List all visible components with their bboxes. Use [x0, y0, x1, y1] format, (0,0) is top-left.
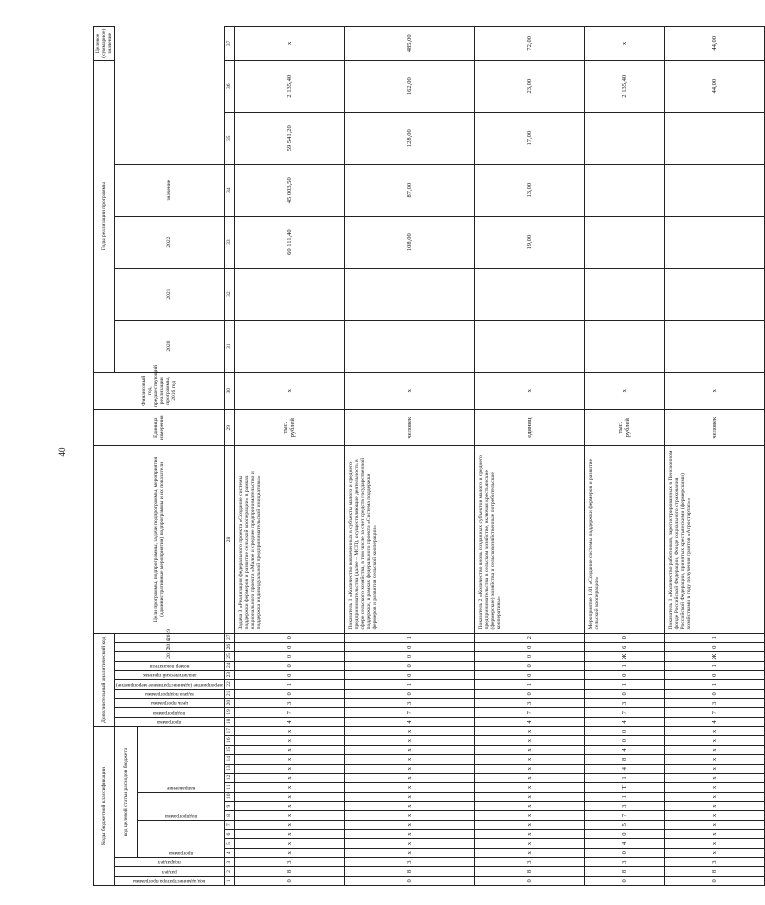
header-codes-group: Коды бюджетной классификации — [94, 727, 115, 886]
code-cell: х — [344, 736, 474, 745]
code-cell: 0 — [344, 689, 474, 698]
column-number: 24 — [224, 661, 234, 670]
column-number: 13 — [224, 764, 234, 773]
row-year-value — [664, 216, 764, 268]
code-cell: 1 — [664, 680, 764, 689]
code-cell: х — [234, 829, 344, 838]
code-cell: 7 — [584, 811, 664, 820]
column-number: 28 — [224, 446, 234, 633]
code-cell: х — [234, 736, 344, 745]
code-cell: 0 — [664, 671, 764, 680]
code-cell: х — [474, 820, 584, 829]
row-target: 485,00 — [344, 27, 474, 61]
row-target: 44,00 — [664, 27, 764, 61]
column-number: 30 — [224, 372, 234, 409]
code-cell: х — [234, 783, 344, 792]
column-number: 31 — [224, 320, 234, 372]
row-year-value — [664, 112, 764, 164]
code-cell: х — [234, 727, 344, 736]
row-target: 72,00 — [474, 27, 584, 61]
code-cell: 3 — [344, 699, 474, 708]
column-number: 14 — [224, 755, 234, 764]
column-number: 34 — [224, 164, 234, 216]
header-zadacha: задача подпрограммы — [115, 689, 225, 698]
code-cell: 3 — [344, 857, 474, 866]
code-cell: х — [474, 783, 584, 792]
code-cell: 7 — [584, 708, 664, 717]
column-number: 27 — [224, 633, 234, 643]
code-cell: х — [664, 745, 764, 754]
code-cell: Ж — [584, 652, 664, 661]
row-year-value — [584, 164, 664, 216]
code-cell: х — [664, 783, 764, 792]
code-cell: х — [664, 773, 764, 782]
table-row — [584, 27, 664, 886]
row-year-value — [664, 268, 764, 320]
row-unit: тыс. рублей — [584, 410, 664, 446]
header-pokazatel: номер показателя — [115, 661, 225, 670]
code-cell: х — [234, 755, 344, 764]
code-cell: х — [234, 801, 344, 810]
row-year-value — [664, 164, 764, 216]
code-cell: 1 — [584, 773, 664, 782]
header-unit: Единица измерения — [94, 410, 225, 446]
column-number: 16 — [224, 736, 234, 745]
column-number: 33 — [224, 216, 234, 268]
code-cell: 5 — [584, 820, 664, 829]
column-number-row — [224, 27, 234, 886]
code-cell: х — [474, 839, 584, 848]
code-cell: 3 — [584, 699, 664, 708]
code-cell: 4 — [584, 839, 664, 848]
code-cell: х — [344, 811, 474, 820]
column-number: 15 — [224, 745, 234, 754]
code-cell: 4 — [344, 717, 474, 726]
code-cell: 0 — [234, 643, 344, 652]
column-number: 7 — [224, 820, 234, 829]
column-number: 3 — [224, 857, 234, 866]
code-cell: х — [664, 811, 764, 820]
header-cel: цель программы — [115, 699, 225, 708]
page-number: 40 — [57, 447, 67, 457]
code-cell: 0 — [584, 829, 664, 838]
code-cell: х — [474, 773, 584, 782]
code-cell: 8 — [234, 867, 344, 876]
code-cell: 0 — [474, 876, 584, 885]
code-cell: 3 — [234, 857, 344, 866]
code-cell: х — [234, 764, 344, 773]
row-name: Показатель 2 «Количество вновь созданных субъектов малого и среднего предпринимательства в сельском хозяйстве, включая крестьянские (фермерские) хозяйства и сельскохозяйственные потребительские кооперативы» — [474, 446, 584, 633]
column-number: 29 — [224, 410, 234, 446]
code-cell: х — [474, 829, 584, 838]
code-cell: 3 — [584, 801, 664, 810]
code-cell: х — [234, 820, 344, 829]
row-name: Мероприятие 1.01 «Создание системы поддержки фермеров и развитие сельской кооперации» — [584, 446, 664, 633]
code-cell: 4 — [584, 745, 664, 754]
row-fin-year: х — [474, 372, 584, 409]
row-year-value: 44,00 — [664, 60, 764, 112]
year-2019: 2019 — [115, 633, 225, 643]
code-cell: 4 — [474, 717, 584, 726]
code-cell: х — [344, 792, 474, 801]
code-cell: 0 — [474, 689, 584, 698]
row-name: Показатель 1 «Количество вовлеченных в субъекты малого и среднего предпринимательства (далее – МСП), осуществляющие деятельность в сфере сельского хозяйства, в том числе за счет средств государственной поддержки, в рамках федерального проекта «Система поддержки фермеров и развития сельской кооперации» — [344, 446, 474, 633]
row-year-value — [474, 268, 584, 320]
code-cell: х — [344, 839, 474, 848]
row-fin-year: х — [344, 372, 474, 409]
row-year-value — [584, 268, 664, 320]
column-number: 6 — [224, 829, 234, 838]
code-cell: 0 — [664, 643, 764, 652]
row-year-value — [584, 112, 664, 164]
code-cell: х — [344, 755, 474, 764]
column-number: 8 — [224, 811, 234, 820]
code-cell: 8 — [344, 867, 474, 876]
code-cell: 0 — [344, 643, 474, 652]
code-cell: 0 — [234, 671, 344, 680]
year-2022: 2022 — [115, 216, 225, 268]
code-cell: х — [474, 755, 584, 764]
header-target: Целевое (суммарное) значение — [94, 27, 115, 61]
code-cell: 8 — [474, 867, 584, 876]
code-cell: 6 — [584, 643, 664, 652]
row-year-value: 60 111,40 — [234, 216, 344, 268]
header-podprogramma: подпрограмма — [138, 792, 225, 820]
code-cell: 3 — [584, 857, 664, 866]
column-number: 9 — [224, 801, 234, 810]
rotated-table-container — [93, 26, 718, 886]
row-year-value — [474, 320, 584, 372]
code-cell: 0 — [234, 652, 344, 661]
row-year-value: 17,00 — [474, 112, 584, 164]
code-cell: х — [344, 801, 474, 810]
code-cell: 4 — [584, 717, 664, 726]
column-number: 4 — [224, 848, 234, 857]
code-cell: 3 — [664, 857, 764, 866]
code-cell: х — [344, 764, 474, 773]
code-cell: 0 — [584, 671, 664, 680]
code-cell: х — [474, 745, 584, 754]
code-cell: х — [664, 792, 764, 801]
code-cell: 7 — [234, 708, 344, 717]
column-number: 35 — [224, 112, 234, 164]
row-year-value — [234, 320, 344, 372]
column-number: 21 — [224, 689, 234, 698]
row-year-value: 128,00 — [344, 112, 474, 164]
code-cell: 7 — [344, 708, 474, 717]
code-cell: х — [474, 727, 584, 736]
header-podprogramma-short: подпрограмма — [115, 708, 225, 717]
code-cell: 1 — [474, 680, 584, 689]
year-2018: 2018 — [115, 643, 225, 652]
column-number: 11 — [224, 783, 234, 792]
code-cell: 3 — [474, 857, 584, 866]
table-row — [344, 27, 474, 886]
column-number: 20 — [224, 699, 234, 708]
code-cell: х — [344, 848, 474, 857]
code-cell: 1 — [234, 680, 344, 689]
code-cell: 0 — [474, 643, 584, 652]
code-cell: 0 — [344, 652, 474, 661]
code-cell: 0 — [234, 633, 344, 643]
row-unit: единиц — [474, 410, 584, 446]
code-cell: 0 — [584, 876, 664, 885]
column-number: 22 — [224, 680, 234, 689]
column-number: 36 — [224, 60, 234, 112]
code-cell: х — [234, 773, 344, 782]
header-program: программа — [138, 820, 225, 857]
code-cell: х — [474, 792, 584, 801]
code-cell: х — [474, 848, 584, 857]
column-number: 18 — [224, 717, 234, 726]
table-row — [234, 27, 344, 886]
column-number: 2 — [224, 867, 234, 876]
code-cell: х — [344, 820, 474, 829]
code-cell: х — [344, 727, 474, 736]
column-number: 25 — [224, 652, 234, 661]
header-fin-year: Финансовый год, предшествующий реализации программы, 2016 год — [94, 372, 225, 409]
code-cell: х — [344, 773, 474, 782]
row-year-value: 45 003,50 — [234, 164, 344, 216]
column-number: 37 — [224, 27, 234, 61]
header-meropriyatie: мероприятие (административное мероприятие) — [116, 681, 223, 688]
code-cell: 0 — [474, 661, 584, 670]
code-cell: х — [664, 839, 764, 848]
row-fin-year: х — [584, 372, 664, 409]
code-cell: 0 — [234, 661, 344, 670]
row-year-value — [584, 216, 664, 268]
code-cell: х — [344, 745, 474, 754]
code-cell: 1 — [664, 661, 764, 670]
table-row — [664, 27, 764, 886]
header-row-groups — [94, 27, 115, 886]
header-napravlenie: направление — [138, 727, 225, 792]
code-cell: х — [664, 755, 764, 764]
code-cell: 1 — [584, 792, 664, 801]
code-cell: х — [344, 829, 474, 838]
code-cell: х — [664, 736, 764, 745]
code-cell: 8 — [584, 867, 664, 876]
code-cell: 0 — [584, 736, 664, 745]
code-cell: 0 — [584, 848, 664, 857]
header-analytic-group: Дополнительный аналитический код — [94, 633, 115, 727]
code-cell: 1 — [344, 633, 474, 643]
row-year-value — [664, 320, 764, 372]
code-cell: 0 — [584, 689, 664, 698]
code-cell: 0 — [584, 727, 664, 736]
row-year-value: 23,00 — [474, 60, 584, 112]
row-name: Задача 3 «Реализация федерального проекта «Создание системы поддержки фермеров и развитие сельской кооперации» в рамках национального проекта «Малое и среднее предпринимательство и поддержка индивидуальной предпринимательской инициативы» — [234, 446, 344, 633]
code-cell: Т — [584, 783, 664, 792]
code-cell: 8 — [664, 867, 764, 876]
column-number: 1 — [224, 876, 234, 885]
year-2020: 2020 — [115, 320, 225, 372]
row-year-value: 19,00 — [474, 216, 584, 268]
code-cell: 0 — [344, 671, 474, 680]
code-cell: 3 — [664, 699, 764, 708]
budget-program-table — [93, 26, 765, 886]
header-name: Цели программы, подпрограммы, задачи подпрограммы, мероприятия (административные мероприятия) подпрограммы и их показатели — [94, 446, 225, 633]
code-cell: 0 — [584, 633, 664, 643]
code-cell: х — [474, 736, 584, 745]
header-podrazdel: подраздел — [115, 857, 225, 866]
code-cell: х — [234, 811, 344, 820]
code-cell: х — [234, 745, 344, 754]
row-year-value: 162,00 — [344, 60, 474, 112]
row-year-value: 13,00 — [474, 164, 584, 216]
code-cell: 7 — [474, 708, 584, 717]
code-cell: 0 — [344, 876, 474, 885]
row-year-value: 2 135,40 — [584, 60, 664, 112]
code-cell: х — [474, 811, 584, 820]
column-number: 17 — [224, 727, 234, 736]
code-cell: х — [234, 839, 344, 848]
code-cell: 1 — [344, 680, 474, 689]
code-cell: 0 — [344, 661, 474, 670]
row-year-value — [584, 320, 664, 372]
code-cell: х — [664, 727, 764, 736]
code-cell: 3 — [474, 699, 584, 708]
code-cell: 0 — [234, 876, 344, 885]
code-cell: Ж — [664, 652, 764, 661]
table-row — [474, 27, 584, 886]
row-year-value: 108,00 — [344, 216, 474, 268]
column-number: 23 — [224, 671, 234, 680]
header-expense-group: код целевой статьи расходов бюджета — [115, 727, 138, 858]
row-target: х — [234, 27, 344, 61]
header-target-sub: значение — [115, 164, 225, 216]
row-year-value — [234, 268, 344, 320]
code-cell: 8 — [584, 755, 664, 764]
code-cell: 1 — [584, 661, 664, 670]
year-2017: 2017 — [115, 652, 225, 661]
row-unit: человек — [344, 410, 474, 446]
code-cell: х — [344, 783, 474, 792]
header-years-group: Годы реализации программы — [94, 60, 115, 372]
code-cell: 0 — [664, 876, 764, 885]
code-cell: х — [664, 820, 764, 829]
code-cell: х — [664, 764, 764, 773]
code-cell: 0 — [234, 689, 344, 698]
code-cell: 2 — [474, 633, 584, 643]
code-cell: х — [474, 801, 584, 810]
column-number: 5 — [224, 839, 234, 848]
column-number: 19 — [224, 708, 234, 717]
code-cell: 0 — [474, 652, 584, 661]
header-razdel: раздел — [115, 867, 225, 876]
code-cell: х — [234, 848, 344, 857]
column-number: 32 — [224, 268, 234, 320]
header-admin-code: код администратора программы — [115, 876, 225, 885]
row-fin-year: х — [234, 372, 344, 409]
code-cell: 1 — [584, 680, 664, 689]
code-cell: 0 — [474, 671, 584, 680]
code-cell: 3 — [234, 699, 344, 708]
row-fin-year: х — [664, 372, 764, 409]
row-unit: тыс. рублей — [234, 410, 344, 446]
row-target: х — [584, 27, 664, 61]
header-analytic: аналитический признак — [115, 671, 225, 680]
code-cell: х — [474, 764, 584, 773]
code-cell: 4 — [234, 717, 344, 726]
column-number: 26 — [224, 643, 234, 652]
row-year-value — [344, 268, 474, 320]
code-cell: х — [664, 801, 764, 810]
column-number: 10 — [224, 792, 234, 801]
year-2021: 2021 — [115, 268, 225, 320]
code-cell: 4 — [664, 717, 764, 726]
code-cell: 7 — [664, 708, 764, 717]
row-year-value: 2 135,40 — [234, 60, 344, 112]
row-name: Показатель 1 «Количество работников, зарегистрированных в Пенсионном фонде Российской Федерации, Фонде социального страхования Российской Федерации, принятых крестьянскими (фермерскими) хозяйствами в году получения грантов «Агростартап»» — [664, 446, 764, 633]
code-cell: х — [664, 848, 764, 857]
code-cell: х — [234, 792, 344, 801]
row-year-value — [344, 320, 474, 372]
row-year-value: 87,00 — [344, 164, 474, 216]
code-cell: 4 — [584, 764, 664, 773]
column-number: 12 — [224, 773, 234, 782]
code-cell: 0 — [664, 689, 764, 698]
code-cell: х — [664, 829, 764, 838]
header-program-short: программа — [115, 717, 225, 726]
code-cell: 1 — [664, 633, 764, 643]
row-unit: человек — [664, 410, 764, 446]
row-year-value: 59 541,20 — [234, 112, 344, 164]
